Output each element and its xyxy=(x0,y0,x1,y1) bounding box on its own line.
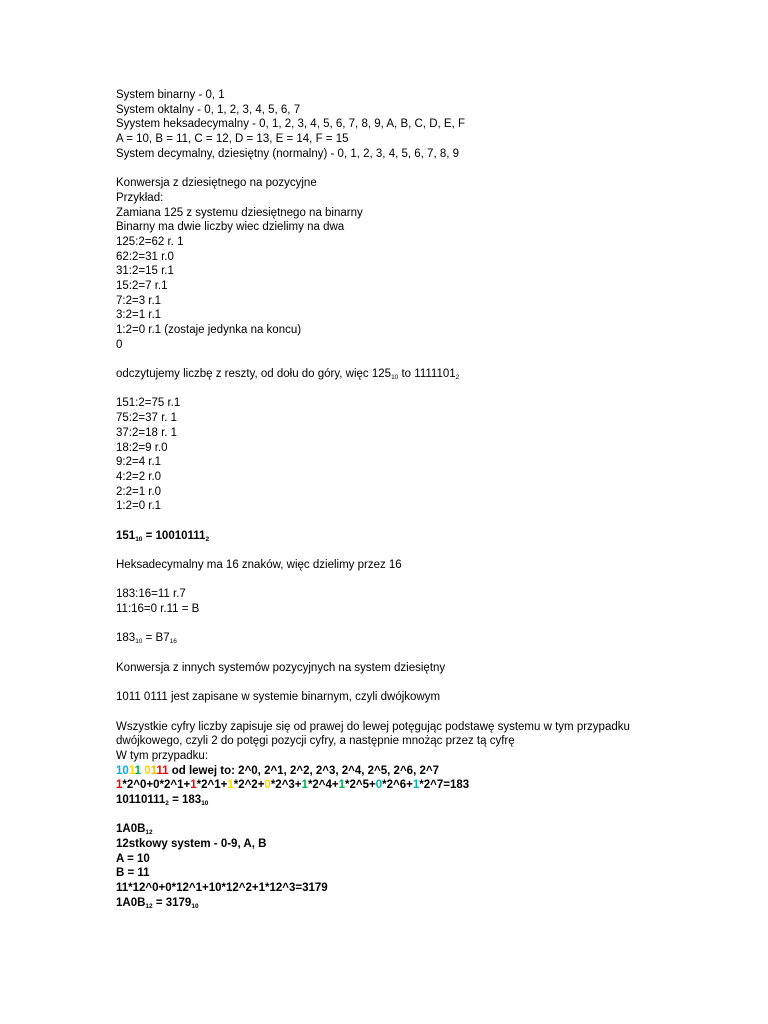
digit: 1 xyxy=(116,779,123,792)
text-line: 4:2=2 r.0 xyxy=(116,470,162,483)
text-run: 183 xyxy=(116,632,136,645)
digit: 1 xyxy=(301,779,308,792)
base-subscript: 2 xyxy=(455,374,460,382)
text-run: = 10010111 xyxy=(142,529,206,542)
text-run: odczytujemy liczbę z reszty, od dołu do góry, więc 125 xyxy=(116,368,392,381)
text-run: 1A0B xyxy=(116,896,146,909)
text-run: 10110111 xyxy=(116,794,166,806)
text-run: *2^7=183 xyxy=(419,779,470,792)
text-run: *2^2+ xyxy=(233,779,265,792)
text-line: B = 11 xyxy=(116,867,150,880)
text-line: System binarny - 0, 1 xyxy=(116,89,225,101)
digit: 0 xyxy=(144,764,151,777)
blank-line xyxy=(116,382,716,397)
text-run: *2^4+ xyxy=(307,779,339,792)
digit: 0 xyxy=(375,779,383,792)
blank-line xyxy=(116,514,716,529)
text-line: 31:2=15 r.1 xyxy=(116,265,174,278)
base-subscript: 10 xyxy=(191,902,199,910)
text-line: Przykład: xyxy=(116,191,164,204)
text-line: 1011 0111 jest zapisane w systemie binarnym, czyli dwójkowym xyxy=(116,691,441,704)
text-line: 9:2=4 r.1 xyxy=(116,456,162,469)
base-subscript: 2 xyxy=(165,800,169,807)
blank-line xyxy=(116,676,716,691)
text-run: *2^0+0*2^1+ xyxy=(122,779,191,792)
text-run: 151 xyxy=(116,529,136,542)
text-line: dwójkowego, czyli 2 do potęgi pozycji cyfry, a następnie mnożąc przez tą cyfrę xyxy=(116,735,515,748)
text-line: 7:2=3 r.1 xyxy=(116,294,162,307)
digit: 0 xyxy=(264,779,271,792)
text-line: 1:2=0 r.1 (zostaje jedynka na koncu) xyxy=(116,324,302,336)
text-line: 15:2=7 r.1 xyxy=(116,279,168,292)
text-line: Syystem heksadecymalny - 0, 1, 2, 3, 4, 5, 6, 7, 8, 9, A, B, C, D, E, F xyxy=(116,118,465,131)
text-line: W tym przypadku: xyxy=(116,749,209,762)
text-run: = 3179 xyxy=(152,896,192,909)
text-line: Wszystkie cyfry liczby zapisuje się od prawej do lewej potęgując podstawę systemu w tym przypadku xyxy=(116,720,630,733)
digit: 1 xyxy=(190,779,197,792)
text-line: 1:2=0 r.1 xyxy=(116,500,162,513)
text-run: = B7 xyxy=(142,632,170,645)
text-run: to 1111101 xyxy=(398,368,456,381)
document-text xyxy=(116,88,716,911)
text-run: od lewej to: 2^0, 2^1, 2^2, 2^3, 2^4, 2^5, 2^6, 2^7 xyxy=(168,764,439,777)
blank-line xyxy=(116,808,716,823)
text-line: 2:2=1 r.0 xyxy=(116,485,162,498)
digit: 1 xyxy=(150,764,157,777)
colored-formula-line xyxy=(116,778,716,793)
text-run: *2^1+ xyxy=(196,779,228,792)
text-run: *2^3+ xyxy=(270,779,302,792)
text-line: 12stkowy system - 0-9, A, B xyxy=(116,838,267,851)
text-line: 3:2=1 r.1 xyxy=(116,309,162,322)
base-subscript: 16 xyxy=(169,638,177,646)
text-line: 0 xyxy=(116,338,123,351)
digit: 1 xyxy=(162,764,169,777)
result-line xyxy=(116,793,716,808)
base-subscript: 10 xyxy=(201,800,209,807)
digit: 1 xyxy=(227,779,234,792)
result-line xyxy=(116,631,716,646)
text-line: 11*12^0+0*12^1+10*12^2+1*12^3=3179 xyxy=(116,882,328,895)
text-line: 62:2=31 r.0 xyxy=(116,250,174,263)
base-subscript: 2 xyxy=(205,535,210,543)
text-line xyxy=(116,822,716,837)
text-line: Zamiana 125 z systemu dziesiętnego na binarny xyxy=(116,206,363,219)
digit: 1 xyxy=(116,764,123,777)
section-heading: Konwersja z dziesiętnego na pozycyjne xyxy=(116,177,317,190)
text-line: 183:16=11 r.7 xyxy=(116,588,186,601)
text-line: 18:2=9 r.0 xyxy=(116,441,168,454)
blank-line xyxy=(116,543,716,558)
digit: 1 xyxy=(338,779,346,792)
blank-line xyxy=(116,352,716,367)
digit: 1 xyxy=(156,764,163,777)
digit: 1 xyxy=(134,764,141,777)
text-line: Binarny ma dwie liczby wiec dzielimy na dwa xyxy=(116,221,345,234)
text-run: = 183 xyxy=(168,794,202,806)
blank-line xyxy=(116,617,716,632)
text-run: *2^6+ xyxy=(382,779,413,792)
digit: 0 xyxy=(122,764,129,777)
result-line xyxy=(116,529,716,544)
text-line: 11:16=0 r.11 = B xyxy=(116,603,200,616)
base-subscript: 10 xyxy=(391,374,399,382)
text-line: 75:2=37 r. 1 xyxy=(116,412,178,425)
text-line: System decymalny, dziesiętny (normalny) - 0, 1, 2, 3, 4, 5, 6, 7, 8, 9 xyxy=(116,147,460,160)
text-run: 1A0B xyxy=(116,823,146,836)
base-subscript: 12 xyxy=(145,902,153,910)
base-subscript: 10 xyxy=(135,535,143,543)
blank-line xyxy=(116,705,716,720)
text-line: Heksadecymalny ma 16 znaków, więc dzielimy przez 16 xyxy=(116,559,402,571)
digit: 1 xyxy=(412,779,420,792)
text-line: 151:2=75 r.1 xyxy=(116,397,181,410)
text-run: *2^5+ xyxy=(345,779,376,792)
blank-line xyxy=(116,161,716,176)
text-line: A = 10 xyxy=(116,852,150,865)
base-subscript: 12 xyxy=(145,829,153,837)
digit: 1 xyxy=(128,764,135,777)
text-line: A = 10, B = 11, C = 12, D = 13, E = 14, F = 15 xyxy=(116,133,349,146)
result-line xyxy=(116,896,716,911)
colored-digits-line xyxy=(116,764,716,779)
text-line xyxy=(116,367,716,382)
text-line: System oktalny - 0, 1, 2, 3, 4, 5, 6, 7 xyxy=(116,103,301,116)
blank-line xyxy=(116,646,716,661)
blank-line xyxy=(116,573,716,588)
text-line: 37:2=18 r. 1 xyxy=(116,426,178,439)
base-subscript: 10 xyxy=(135,638,143,646)
text-line: 125:2=62 r. 1 xyxy=(116,235,184,248)
section-heading: Konwersja z innych systemów pozycyjnych na system dziesiętny xyxy=(116,661,446,674)
